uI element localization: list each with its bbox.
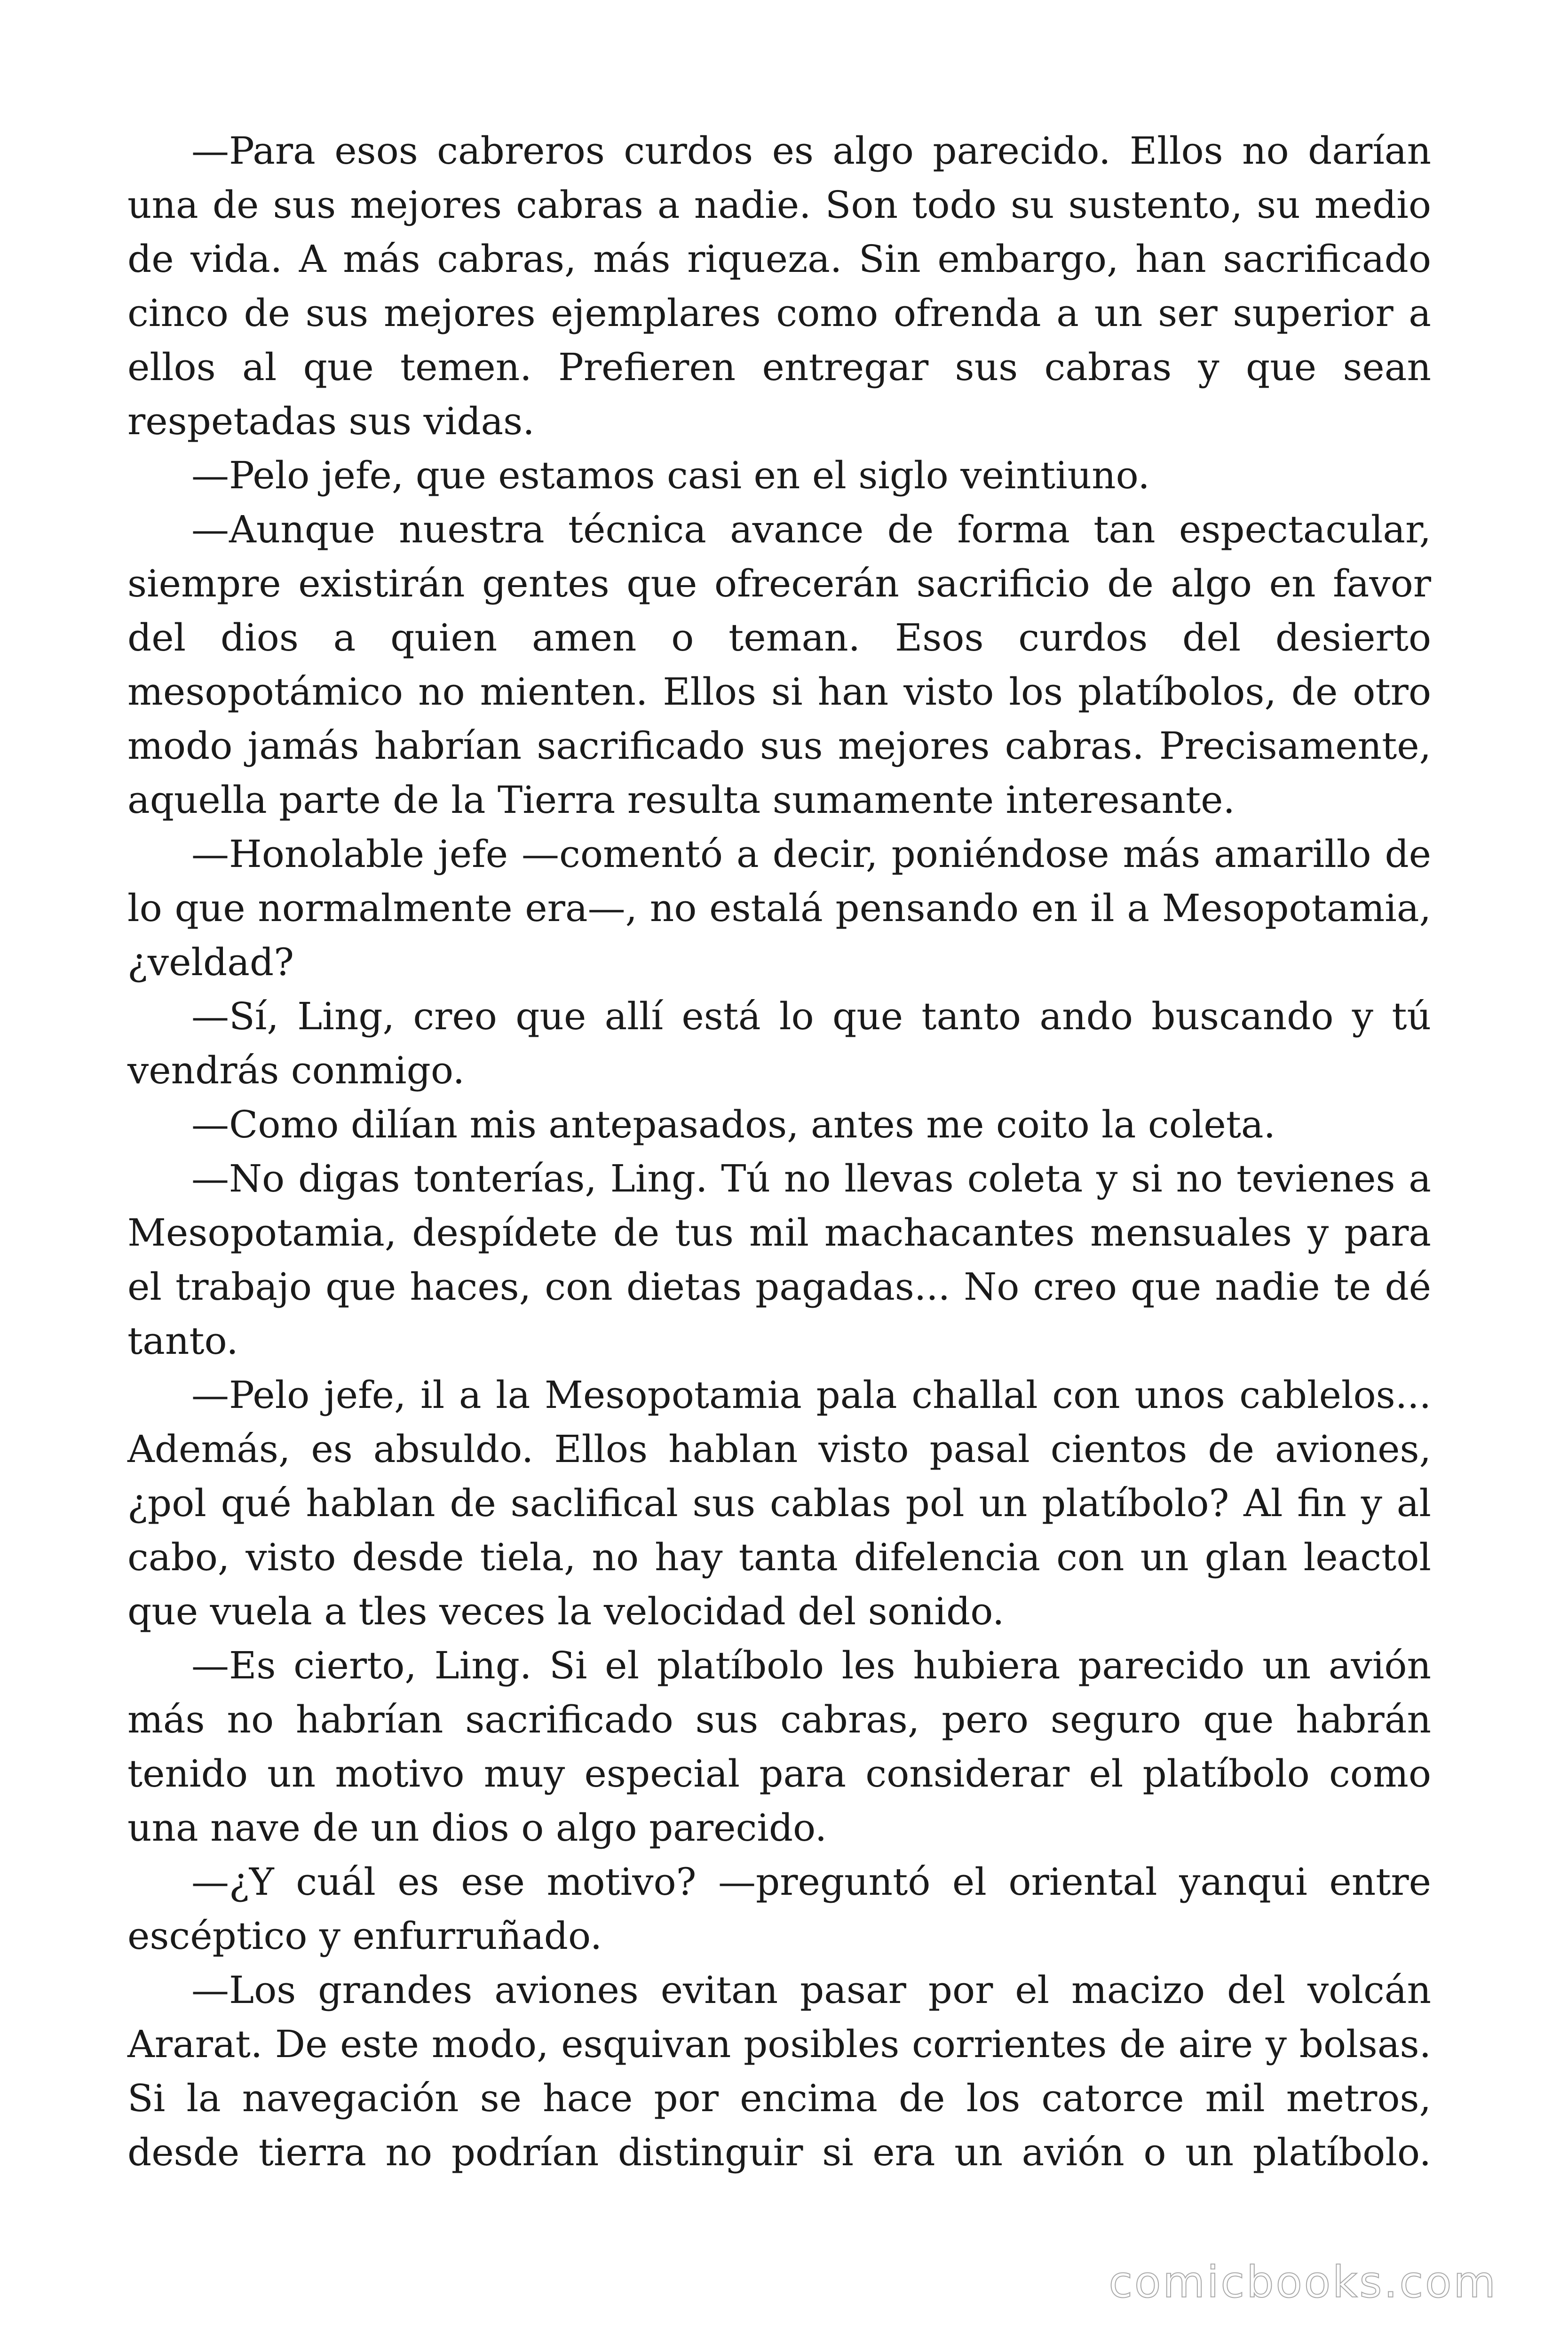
paragraph: —Honolable jefe —comentó a decir, poniéndose más amarillo de lo que normalmente era—, no estalá pensando en il a Mesopotamia, ¿veldad? [127,832,1431,984]
watermark: comicbooks.com [1109,2257,1497,2307]
paragraph: —Es cierto, Ling. Si el platíbolo les hubiera parecido un avión más no habrían sacrificado sus cabras, pero seguro que habrán tenido un motivo muy especial para considerar el platíbolo como una nave de un dios o algo parecido. [127,1644,1431,1850]
paragraph: —Aunque nuestra técnica avance de forma tan espectacular, siempre existirán gentes que ofrecerán sacrificio de algo en favor del dios a quien amen o teman. Esos curdos del desierto mesopotámico no mienten. Ellos si han visto los platíbolos, de otro modo jamás habrían sacrificado sus mejores cabras. Precisamente, aquella parte de la Tierra resulta sumamente interesante. [127,508,1431,822]
paragraph: —No digas tonterías, Ling. Tú no llevas coleta y si no tevienes a Mesopotamia, despídete de tus mil machacantes mensuales y para el trabajo que haces, con dietas pagadas... No creo que nadie te dé tanto. [127,1157,1431,1363]
paragraph: —Para esos cabreros curdos es algo parecido. Ellos no darían una de sus mejores cabras a nadie. Son todo su sustento, su medio de vida. A más cabras, más riqueza. Sin embargo, han sacrificado cinco de sus mejores ejemplares como ofrenda a un ser superior a ellos al que temen. Prefieren entregar sus cabras y que sean respetadas sus vidas. [127,129,1431,443]
paragraph: —Como dilían mis antepasados, antes me coito la coleta. [191,1103,1276,1146]
paragraph: —Pelo jefe, que estamos casi en el siglo veintiuno. [191,453,1150,497]
paragraph: —Sí, Ling, creo que allí está lo que tanto ando buscando y tú vendrás conmigo. [127,994,1431,1092]
paragraph: —Pelo jefe, il a la Mesopotamia pala challal con unos cablelos... Además, es absuldo. Ellos hablan visto pasal cientos de aviones, ¿pol qué hablan de saclifical sus cablas pol un platíbolo? Al fin y al cabo, visto desde tiela, no hay tanta difelencia con un glan leactol que vuela a tles veces la velocidad del sonido. [127,1373,1431,1633]
paragraph: —Los grandes aviones evitan pasar por el macizo del volcán Ararat. De este modo, esquivan posibles corrientes de aire y bolsas. Si la navegación se hace por encima de los catorce mil metros, desde tierra no podrían distinguir si era un avión o un platíbolo. [127,1968,1431,2174]
paragraph: —¿Y cuál es ese motivo? —preguntó el oriental yanqui entre escéptico y enfurruñado. [127,1860,1431,1958]
body-text [127,124,1431,2179]
